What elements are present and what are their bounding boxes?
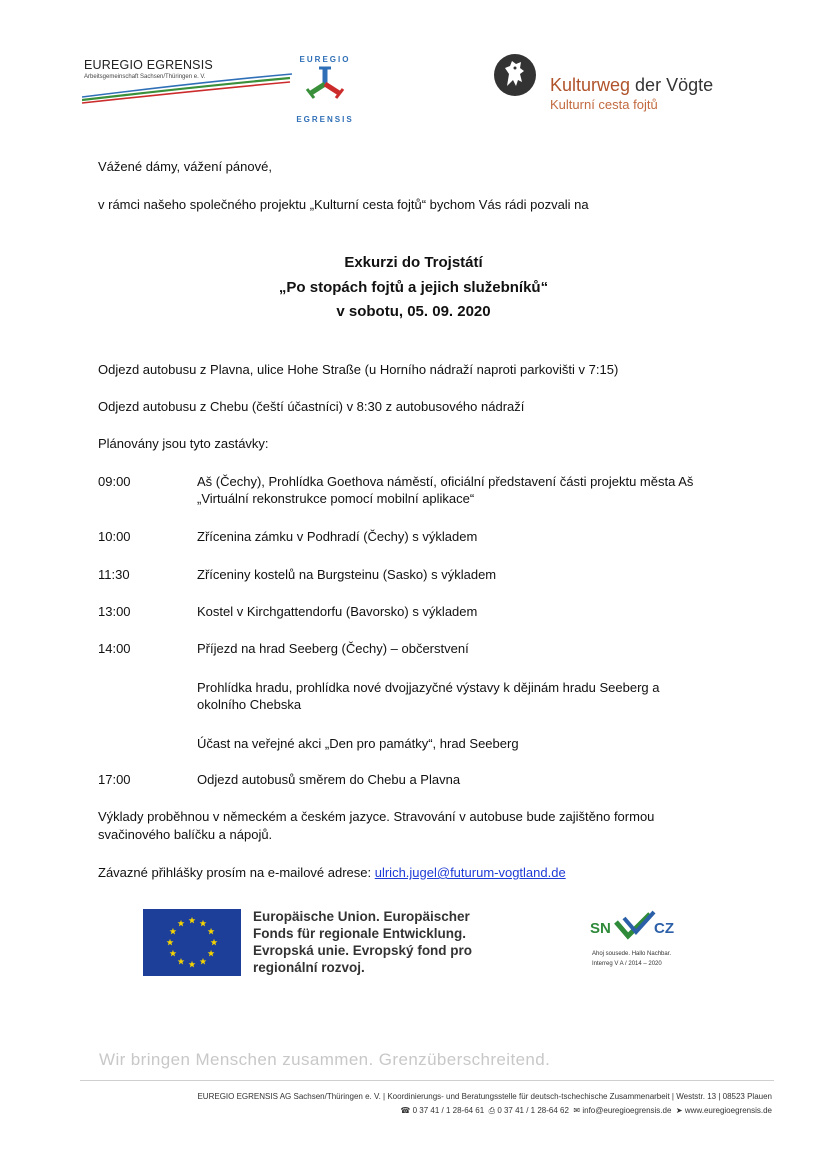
kulturweg-title bbox=[550, 75, 713, 96]
sncz-slogan: Ahoj sousede. Hallo Nachbar. bbox=[592, 951, 672, 957]
eu-star-icon bbox=[208, 950, 215, 957]
schedule-item: Kostel v Kirchgattendorfu (Bavorsko) s výkladem bbox=[197, 604, 478, 619]
footer-phone: 0 37 41 / 1 28-64 61 bbox=[412, 1106, 485, 1115]
schedule-time: 10:00 bbox=[98, 529, 131, 544]
schedule-item: Účast na veřejné akci „Den pro památky“, hrad Seeberg bbox=[197, 736, 519, 751]
schedule-item: Odjezd autobusů směrem do Chebu a Plavna bbox=[197, 772, 461, 787]
eu-funding-line: Evropská unie. Evropský fond pro bbox=[253, 943, 473, 958]
footer-web[interactable]: www.euregioegrensis.de bbox=[684, 1106, 772, 1115]
globe-icon: ➤ bbox=[673, 1106, 683, 1115]
closing-line: svačinového balíčku a nápojů. bbox=[98, 827, 273, 842]
eu-star-icon bbox=[170, 950, 177, 957]
eu-star-icon bbox=[170, 928, 177, 935]
euregio-logo bbox=[82, 50, 362, 125]
lion-emblem-icon bbox=[492, 52, 538, 98]
phone-icon: ☎ bbox=[400, 1106, 411, 1115]
svg-text:EGRENSIS: EGRENSIS bbox=[296, 115, 354, 124]
eu-funding-line: Europäische Union. Europäischer bbox=[253, 909, 470, 924]
fax-icon: ⎙ bbox=[486, 1106, 496, 1115]
intro: v rámci našeho společného projektu „Kulturní cesta fojtů“ bychom Vás rádi pozvali na bbox=[98, 197, 589, 212]
departure-plauen: Odjezd autobusu z Plavna, ulice Hohe Straße (u Horního nádraží naproti parkovišti v 7:15) bbox=[98, 362, 619, 377]
registration-line bbox=[98, 864, 566, 881]
svg-text:EUREGIO: EUREGIO bbox=[299, 55, 351, 64]
schedule-time: 11:30 bbox=[98, 567, 130, 582]
schedule-item: „Virtuální rekonstrukce pomocí mobilní aplikace“ bbox=[197, 491, 475, 506]
schedule-item: okolního Chebska bbox=[197, 697, 302, 712]
schedule-time: 09:00 bbox=[98, 474, 131, 489]
event-subtitle: „Po stopách fojtů a jejich služebníků“ bbox=[278, 279, 549, 296]
eu-star-icon bbox=[208, 928, 215, 935]
eu-star-icon bbox=[178, 958, 185, 965]
eu-star-icon bbox=[178, 920, 185, 927]
eu-funding-line: Fonds für regionale Entwicklung. bbox=[253, 926, 467, 941]
mail-icon: ✉ bbox=[571, 1106, 581, 1115]
cz-label: CZ bbox=[654, 920, 674, 937]
eu-star-icon bbox=[167, 939, 174, 946]
footer-slogan: Wir bringen Menschen zusammen. Grenzüberschreitend. bbox=[99, 1050, 551, 1069]
kulturweg-logo bbox=[492, 52, 732, 122]
schedule-item: Prohlídka hradu, prohlídka nové dvojjazyčné výstavy k dějinám hradu Seeberg a bbox=[197, 680, 660, 695]
schedule-time: 17:00 bbox=[98, 772, 131, 787]
euregio-name: EUREGIO EGRENSIS bbox=[84, 58, 213, 72]
footer-address: EUREGIO EGRENSIS AG Sachsen/Thüringen e. V. | Koordinierungs- und Beratungsstelle für deutsch-tschechische Zusammenarbeit | Weststr. 13 | 08523 Plauen bbox=[197, 1092, 772, 1101]
schedule-item: Zříceniny kostelů na Burgsteinu (Sasko) s výkladem bbox=[197, 567, 497, 582]
eu-funding-line: regionální rozvoj. bbox=[253, 960, 365, 975]
eu-star-icon bbox=[200, 958, 207, 965]
eu-star-icon bbox=[211, 939, 218, 946]
departure-cheb: Odjezd autobusu z Chebu (čeští účastníci) v 8:30 z autobusového nádraží bbox=[98, 399, 525, 414]
footer-fax: 0 37 41 / 1 28-64 62 bbox=[497, 1106, 569, 1115]
schedule-time: 14:00 bbox=[98, 641, 131, 656]
kulturweg-title-part1: Kulturweg bbox=[550, 75, 636, 95]
eu-star-icon bbox=[189, 961, 196, 968]
event-title: Exkurzi do Trojstátí bbox=[344, 254, 483, 271]
sn-cz-mark-icon bbox=[588, 906, 688, 946]
schedule-item: Příjezd na hrad Seeberg (Čechy) – občerstvení bbox=[197, 641, 469, 656]
sncz-program: Interreg V A / 2014 – 2020 bbox=[592, 961, 662, 967]
euregio-subtitle: Arbeitsgemeinschaft Sachsen/Thüringen e. V. bbox=[84, 74, 206, 80]
schedule-item: Aš (Čechy), Prohlídka Goethova náměstí, oficiální představení části projektu města Aš bbox=[197, 474, 694, 489]
eu-stars-icon bbox=[143, 909, 241, 976]
schedule-item: Zřícenina zámku v Podhradí (Čechy) s výkladem bbox=[197, 529, 478, 544]
sn-label: SN bbox=[590, 920, 611, 937]
stops-intro: Plánovány jsou tyto zastávky: bbox=[98, 436, 269, 451]
eu-star-icon bbox=[200, 920, 207, 927]
footer-contacts bbox=[400, 1106, 772, 1116]
registration-email-link[interactable]: ulrich.jugel@futurum-vogtland.de bbox=[374, 865, 566, 880]
kulturweg-title-part2: der Vögte bbox=[635, 75, 714, 95]
closing-line: Výklady proběhnou v německém a českém jazyce. Stravování v autobuse bude zajištěno formou bbox=[98, 809, 655, 824]
footer-divider bbox=[80, 1080, 774, 1081]
registration-prefix: Závazné přihlášky prosím na e-mailové adrese: bbox=[98, 865, 375, 880]
eu-funding-text bbox=[253, 908, 472, 976]
eu-star-icon bbox=[189, 917, 196, 924]
interreg-sn-cz-logo bbox=[588, 906, 688, 976]
greeting: Vážené dámy, vážení pánové, bbox=[98, 159, 272, 174]
eu-flag bbox=[143, 909, 241, 976]
schedule-time: 13:00 bbox=[98, 604, 131, 619]
footer-email[interactable]: info@euregioegrensis.de bbox=[582, 1106, 672, 1115]
event-date: v sobotu, 05. 09. 2020 bbox=[336, 303, 491, 320]
kulturweg-subtitle: Kulturní cesta fojtů bbox=[550, 97, 658, 112]
